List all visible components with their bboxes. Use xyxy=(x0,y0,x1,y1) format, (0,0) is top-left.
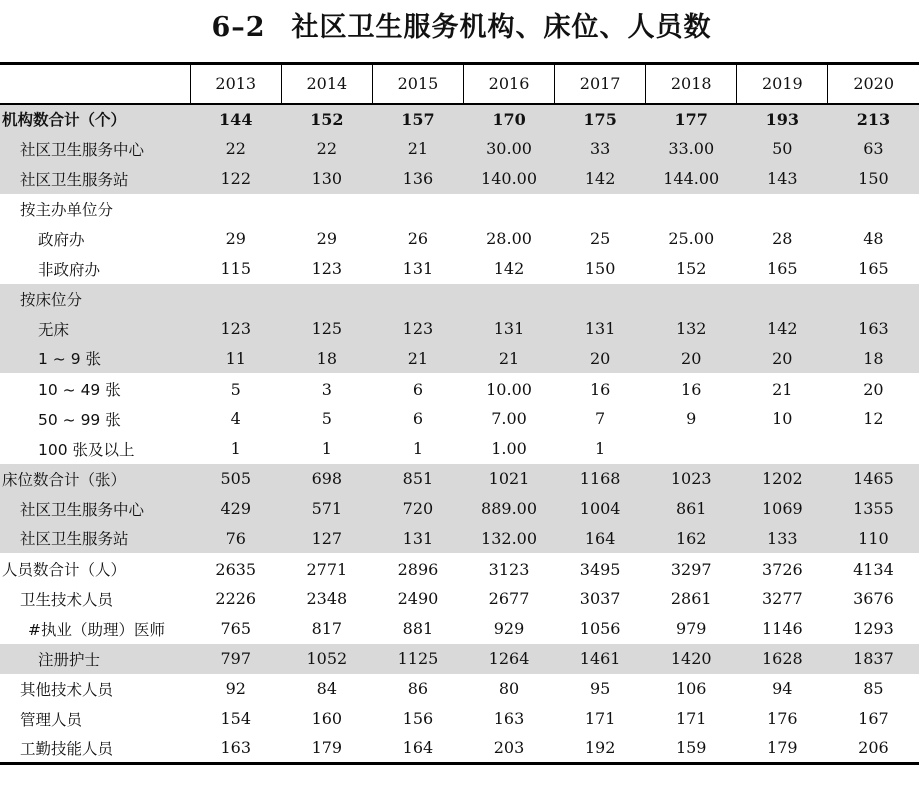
cell-2013: 2635 xyxy=(190,554,281,584)
cell-2014: 817 xyxy=(311,619,343,638)
cell-2015: 6 xyxy=(412,409,424,428)
table-row xyxy=(0,374,919,404)
cell-2020: 110 xyxy=(828,524,919,554)
cell-2013: 163 xyxy=(190,734,281,764)
row-label: 非政府办 xyxy=(38,260,101,279)
statistics-table xyxy=(0,62,919,765)
cell-2016: 1.00 xyxy=(491,439,527,458)
cell-2017: 1168 xyxy=(555,464,646,494)
cell-2015: 164 xyxy=(372,734,463,764)
table-row xyxy=(0,134,919,164)
cell-2018: 16 xyxy=(646,374,737,404)
cell-2017 xyxy=(555,284,646,314)
cell-2014: 1 xyxy=(321,439,332,458)
cell-2015: 131 xyxy=(402,259,434,278)
cell-2019: 142 xyxy=(737,314,828,344)
row-label: 50 ~ 99 张 xyxy=(38,410,121,429)
cell-2014: 123 xyxy=(311,259,343,278)
row-label: 社区卫生服务站 xyxy=(0,164,190,194)
cell-2017: 1 xyxy=(595,439,606,458)
cell-2017: 1461 xyxy=(555,644,646,674)
cell-2014: 22 xyxy=(281,134,372,164)
cell-2020: 1355 xyxy=(828,494,919,524)
cell-2020: 150 xyxy=(828,164,919,194)
cell-2016: 2677 xyxy=(488,589,530,608)
cell-2020: 85 xyxy=(863,679,884,698)
cell-2019: 28 xyxy=(772,229,793,248)
cell-2017: 175 xyxy=(555,104,646,134)
row-label: 管理人员 xyxy=(20,710,83,729)
cell-2019: 1628 xyxy=(737,644,828,674)
cell-2019: 179 xyxy=(737,734,828,764)
table-row xyxy=(0,644,919,674)
cell-2017: 142 xyxy=(555,164,646,194)
cell-2020: 3676 xyxy=(853,589,894,608)
cell-2014: 1052 xyxy=(281,644,372,674)
cell-2017: 3037 xyxy=(579,589,621,608)
cell-2017: 150 xyxy=(584,259,616,278)
cell-2017: 33 xyxy=(555,134,646,164)
table-caption: 社区卫生服务机构、床位、人员数 xyxy=(291,12,712,43)
table-row xyxy=(0,554,919,584)
cell-2018: 159 xyxy=(646,734,737,764)
cell-2015: 851 xyxy=(372,464,463,494)
cell-2018: 2861 xyxy=(670,589,712,608)
row-label: 卫生技术人员 xyxy=(20,590,114,609)
cell-2018: 9 xyxy=(686,409,697,428)
cell-2018: 1420 xyxy=(646,644,737,674)
cell-2018: 3297 xyxy=(646,554,737,584)
header-year-2013: 2013 xyxy=(190,64,281,104)
cell-2014: 2348 xyxy=(306,589,348,608)
cell-2017: 20 xyxy=(555,344,646,374)
row-label: 按床位分 xyxy=(0,284,190,314)
cell-2014: 179 xyxy=(281,734,372,764)
cell-2018: 20 xyxy=(646,344,737,374)
table-row xyxy=(0,224,919,254)
cell-2017: 131 xyxy=(555,314,646,344)
cell-2013: 429 xyxy=(190,494,281,524)
cell-2019: 143 xyxy=(737,164,828,194)
table-row xyxy=(0,344,919,374)
cell-2014: 2771 xyxy=(281,554,372,584)
cell-2020: 12 xyxy=(863,409,884,428)
cell-2017: 3495 xyxy=(555,554,646,584)
cell-2019: 50 xyxy=(737,134,828,164)
cell-2020: 165 xyxy=(858,259,889,278)
table-row xyxy=(0,464,919,494)
cell-2014 xyxy=(281,284,372,314)
cell-2017: 25 xyxy=(589,229,611,248)
cell-2020: 18 xyxy=(828,344,919,374)
cell-2015: 6 xyxy=(372,374,463,404)
cell-2019: 165 xyxy=(767,259,798,278)
cell-2017: 164 xyxy=(555,524,646,554)
cell-2013: 144 xyxy=(190,104,281,134)
cell-2017: 192 xyxy=(555,734,646,764)
cell-2013: 765 xyxy=(220,619,252,638)
cell-2016: 30.00 xyxy=(463,134,554,164)
cell-2019: 3726 xyxy=(737,554,828,584)
cell-2015: 2896 xyxy=(372,554,463,584)
row-label: 社区卫生服务站 xyxy=(0,524,190,554)
cell-2019: 193 xyxy=(737,104,828,134)
table-row xyxy=(0,404,919,434)
row-label: 人员数合计（人） xyxy=(0,554,190,584)
cell-2015: 131 xyxy=(372,524,463,554)
cell-2014: 3 xyxy=(281,374,372,404)
cell-2013: 122 xyxy=(190,164,281,194)
header-year-2020: 2020 xyxy=(828,64,919,104)
cell-2020: 167 xyxy=(858,709,889,728)
row-label: 机构数合计（个） xyxy=(0,104,190,134)
cell-2016: 142 xyxy=(493,259,525,278)
cell-2020: 1465 xyxy=(828,464,919,494)
cell-2020 xyxy=(828,284,919,314)
table-row xyxy=(0,314,919,344)
row-label: 1 ~ 9 张 xyxy=(0,344,190,374)
cell-2015: 1125 xyxy=(372,644,463,674)
cell-2020 xyxy=(828,434,919,464)
cell-2018 xyxy=(646,194,737,224)
cell-2015: 881 xyxy=(402,619,434,638)
cell-2015: 1 xyxy=(412,439,424,458)
cell-2018: 144.00 xyxy=(646,164,737,194)
cell-2016: 1264 xyxy=(463,644,554,674)
cell-2015: 720 xyxy=(372,494,463,524)
cell-2016 xyxy=(463,194,554,224)
row-label: 按主办单位分 xyxy=(20,200,114,219)
cell-2016: 131 xyxy=(463,314,554,344)
cell-2018: 25.00 xyxy=(668,229,715,248)
cell-2018: 861 xyxy=(646,494,737,524)
cell-2020: 4134 xyxy=(828,554,919,584)
cell-2019 xyxy=(737,194,828,224)
table-row xyxy=(0,674,919,704)
cell-2016: 170 xyxy=(463,104,554,134)
cell-2014: 160 xyxy=(311,709,343,728)
cell-2019 xyxy=(737,434,828,464)
cell-2013: 4 xyxy=(230,409,241,428)
cell-2018: 152 xyxy=(675,259,707,278)
cell-2015 xyxy=(372,194,463,224)
cell-2013: 505 xyxy=(190,464,281,494)
cell-2020: 20 xyxy=(828,374,919,404)
cell-2018: 33.00 xyxy=(646,134,737,164)
cell-2016: 140.00 xyxy=(463,164,554,194)
row-label: 政府办 xyxy=(38,230,85,249)
cell-2013 xyxy=(190,194,281,224)
cell-2015: 26 xyxy=(407,229,429,248)
table-row xyxy=(0,284,919,314)
cell-2013: 11 xyxy=(190,344,281,374)
row-label: 社区卫生服务中心 xyxy=(0,134,190,164)
cell-2016: 929 xyxy=(493,619,525,638)
table-row xyxy=(0,104,919,134)
row-label: 其他技术人员 xyxy=(20,680,114,699)
table-title xyxy=(0,8,923,48)
cell-2016: 203 xyxy=(463,734,554,764)
header-year-2018: 2018 xyxy=(646,64,737,104)
cell-2013: 76 xyxy=(190,524,281,554)
cell-2013: 5 xyxy=(190,374,281,404)
cell-2016: 1021 xyxy=(463,464,554,494)
cell-2016: 3123 xyxy=(463,554,554,584)
cell-2014: 84 xyxy=(316,679,338,698)
table-header xyxy=(0,64,919,104)
row-label: 10 ~ 49 张 xyxy=(0,374,190,404)
cell-2016: 21 xyxy=(463,344,554,374)
row-label: 注册护士 xyxy=(0,644,190,674)
cell-2018: 1023 xyxy=(646,464,737,494)
cell-2013: 115 xyxy=(220,259,252,278)
cell-2015 xyxy=(372,284,463,314)
table-body xyxy=(0,104,919,764)
cell-2019: 10 xyxy=(772,409,793,428)
cell-2018: 132 xyxy=(646,314,737,344)
cell-2019: 1146 xyxy=(761,619,803,638)
cell-2014: 152 xyxy=(281,104,372,134)
cell-2020 xyxy=(828,194,919,224)
row-label: 100 张及以上 xyxy=(38,440,135,459)
header-year-2017: 2017 xyxy=(555,64,646,104)
table-row xyxy=(0,734,919,764)
cell-2016: 889.00 xyxy=(463,494,554,524)
header-row xyxy=(0,64,919,104)
cell-2018: 162 xyxy=(646,524,737,554)
cell-2020: 63 xyxy=(828,134,919,164)
cell-2013: 123 xyxy=(190,314,281,344)
cell-2016 xyxy=(463,284,554,314)
cell-2015: 157 xyxy=(372,104,463,134)
cell-2017: 1056 xyxy=(579,619,621,638)
table-row xyxy=(0,164,919,194)
cell-2017: 171 xyxy=(584,709,616,728)
cell-2019: 133 xyxy=(737,524,828,554)
cell-2013: 154 xyxy=(220,709,252,728)
table-row xyxy=(0,614,919,644)
cell-2017: 1004 xyxy=(555,494,646,524)
cell-2017: 95 xyxy=(589,679,611,698)
row-label: 社区卫生服务中心 xyxy=(0,494,190,524)
cell-2020: 1837 xyxy=(828,644,919,674)
cell-2018 xyxy=(646,284,737,314)
cell-2018: 106 xyxy=(675,679,707,698)
cell-2013: 1 xyxy=(230,439,241,458)
cell-2015: 123 xyxy=(372,314,463,344)
table-row xyxy=(0,254,919,284)
row-label: #执业（助理）医师 xyxy=(28,620,165,639)
cell-2014: 130 xyxy=(281,164,372,194)
row-label: 无床 xyxy=(0,314,190,344)
cell-2016: 28.00 xyxy=(486,229,532,248)
header-year-2014: 2014 xyxy=(281,64,372,104)
cell-2015: 156 xyxy=(402,709,434,728)
cell-2017 xyxy=(555,194,646,224)
data-table-container xyxy=(0,62,919,765)
cell-2016: 163 xyxy=(493,709,525,728)
table-row xyxy=(0,494,919,524)
cell-2014: 571 xyxy=(281,494,372,524)
row-label: 工勤技能人员 xyxy=(0,734,190,764)
cell-2014: 18 xyxy=(281,344,372,374)
cell-2013: 92 xyxy=(225,679,246,698)
cell-2019: 21 xyxy=(737,374,828,404)
cell-2014: 5 xyxy=(321,409,332,428)
table-row xyxy=(0,524,919,554)
header-year-2015: 2015 xyxy=(372,64,463,104)
cell-2019: 176 xyxy=(767,709,798,728)
cell-2013: 2226 xyxy=(215,589,257,608)
cell-2014: 125 xyxy=(281,314,372,344)
cell-2018: 171 xyxy=(675,709,707,728)
cell-2014: 127 xyxy=(281,524,372,554)
table-row xyxy=(0,434,919,464)
cell-2018 xyxy=(646,434,737,464)
header-year-2016: 2016 xyxy=(463,64,554,104)
cell-2019: 20 xyxy=(737,344,828,374)
cell-2016: 132.00 xyxy=(463,524,554,554)
row-label: 床位数合计（张） xyxy=(0,464,190,494)
cell-2019: 94 xyxy=(772,679,793,698)
table-row xyxy=(0,704,919,734)
cell-2013: 29 xyxy=(225,229,246,248)
cell-2019: 1069 xyxy=(737,494,828,524)
cell-2015: 21 xyxy=(372,344,463,374)
table-number: 6–2 xyxy=(211,12,266,43)
cell-2015: 136 xyxy=(372,164,463,194)
cell-2013: 22 xyxy=(190,134,281,164)
cell-2016: 7.00 xyxy=(491,409,527,428)
cell-2014: 29 xyxy=(316,229,338,248)
cell-2016: 80 xyxy=(498,679,520,698)
header-stub xyxy=(0,64,190,104)
cell-2020: 1293 xyxy=(853,619,894,638)
cell-2014 xyxy=(281,194,372,224)
cell-2018: 177 xyxy=(646,104,737,134)
cell-2020: 48 xyxy=(863,229,884,248)
cell-2015: 2490 xyxy=(397,589,439,608)
cell-2013 xyxy=(190,284,281,314)
cell-2020: 163 xyxy=(828,314,919,344)
cell-2016: 10.00 xyxy=(463,374,554,404)
header-year-2019: 2019 xyxy=(737,64,828,104)
cell-2020: 213 xyxy=(828,104,919,134)
cell-2019: 1202 xyxy=(737,464,828,494)
cell-2020: 206 xyxy=(828,734,919,764)
cell-2017: 7 xyxy=(595,409,606,428)
cell-2017: 16 xyxy=(555,374,646,404)
cell-2014: 698 xyxy=(281,464,372,494)
cell-2013: 797 xyxy=(190,644,281,674)
cell-2019 xyxy=(737,284,828,314)
table-row xyxy=(0,194,919,224)
cell-2015: 21 xyxy=(372,134,463,164)
cell-2019: 3277 xyxy=(761,589,803,608)
table-row xyxy=(0,584,919,614)
cell-2018: 979 xyxy=(675,619,707,638)
cell-2015: 86 xyxy=(407,679,429,698)
